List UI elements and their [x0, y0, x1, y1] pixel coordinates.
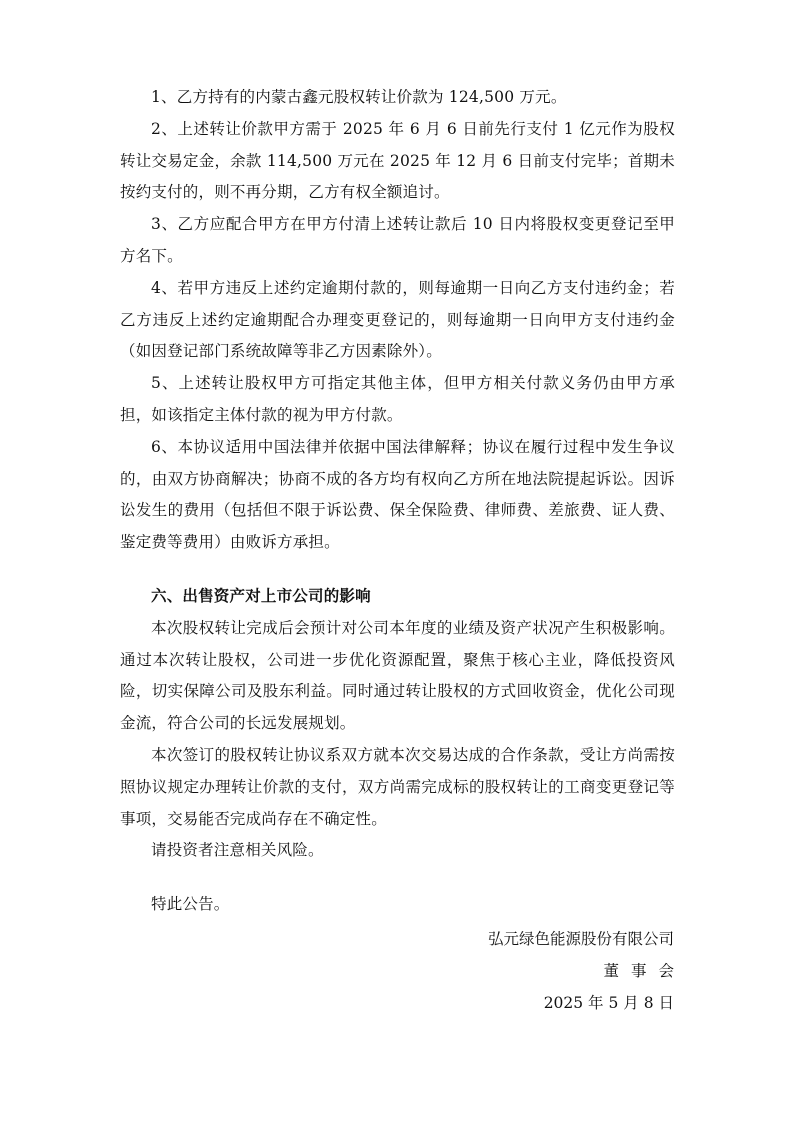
- clause-2: 2、上述转让价款甲方需于 2025 年 6 月 6 日前先行支付 1 亿元作为股权转让交易定金，余款 114,500 万元在 2025 年 12 月 6 日前支付完毕；首期未按约支付的，则不再分期，乙方有权全额追讨。: [120, 119, 675, 202]
- closing-statement: 特此公告。: [151, 895, 230, 914]
- board-name: 董事会: [603, 961, 686, 980]
- clause-6: 6、本协议适用中国法律并依据中国法律解释；协议在履行过程中发生争议的，由双方协商解决；协商不成的各方均有权向乙方所在地法院提起诉讼。因诉讼发生的费用（包括但不限于诉讼费、保全保险费、律师费、差旅费、证人费、鉴定费等费用）由败诉方承担。: [120, 437, 675, 552]
- clause-5: 5、上述转让股权甲方可指定其他主体，但甲方相关付款义务仍由甲方承担，如该指定主体付款的视为甲方付款。: [120, 374, 675, 424]
- section-heading: 六、出售资产对上市公司的影响: [151, 586, 371, 605]
- announcement-date: 2025 年 5 月 8 日: [543, 993, 674, 1012]
- clause-1: 1、乙方持有的内蒙古鑫元股权转让价款为 124,500 万元。: [151, 88, 567, 106]
- uncertainty-paragraph: 本次签订的股权转让协议系双方就本次交易达成的合作条款，受让方尚需按照协议规定办理转让价款的支付，双方尚需完成标的股权转让的工商变更登记等事项，交易能否完成尚存在不确定性。: [120, 745, 675, 828]
- section-spacer: [120, 559, 675, 581]
- document-body: [120, 82, 675, 921]
- closing-spacer: [120, 867, 675, 889]
- company-name: 弘元绿色能源股份有限公司: [487, 930, 674, 948]
- clause-3: 3、乙方应配合甲方在甲方付清上述转让款后 10 日内将股权变更登记至甲方名下。: [120, 215, 675, 265]
- impact-paragraph: 本次股权转让完成后会预计对公司本年度的业绩及资产状况产生积极影响。通过本次转让股权，公司进一步优化资源配置，聚焦于核心主业，降低投资风险，切实保障公司及股东利益。同时通过转让股权的方式回收资金，优化公司现金流，符合公司的长远发展规划。: [120, 618, 675, 733]
- clause-4: 4、若甲方违反上述约定逾期付款的，则每逾期一日向乙方支付违约金；若乙方违反上述约定逾期配合办理变更登记的，则每逾期一日向甲方支付违约金（如因登记部门系统故障等非乙方因素除外）。: [120, 278, 675, 361]
- risk-notice: 请投资者注意相关风险。: [151, 841, 324, 860]
- signature-block: [487, 924, 686, 1019]
